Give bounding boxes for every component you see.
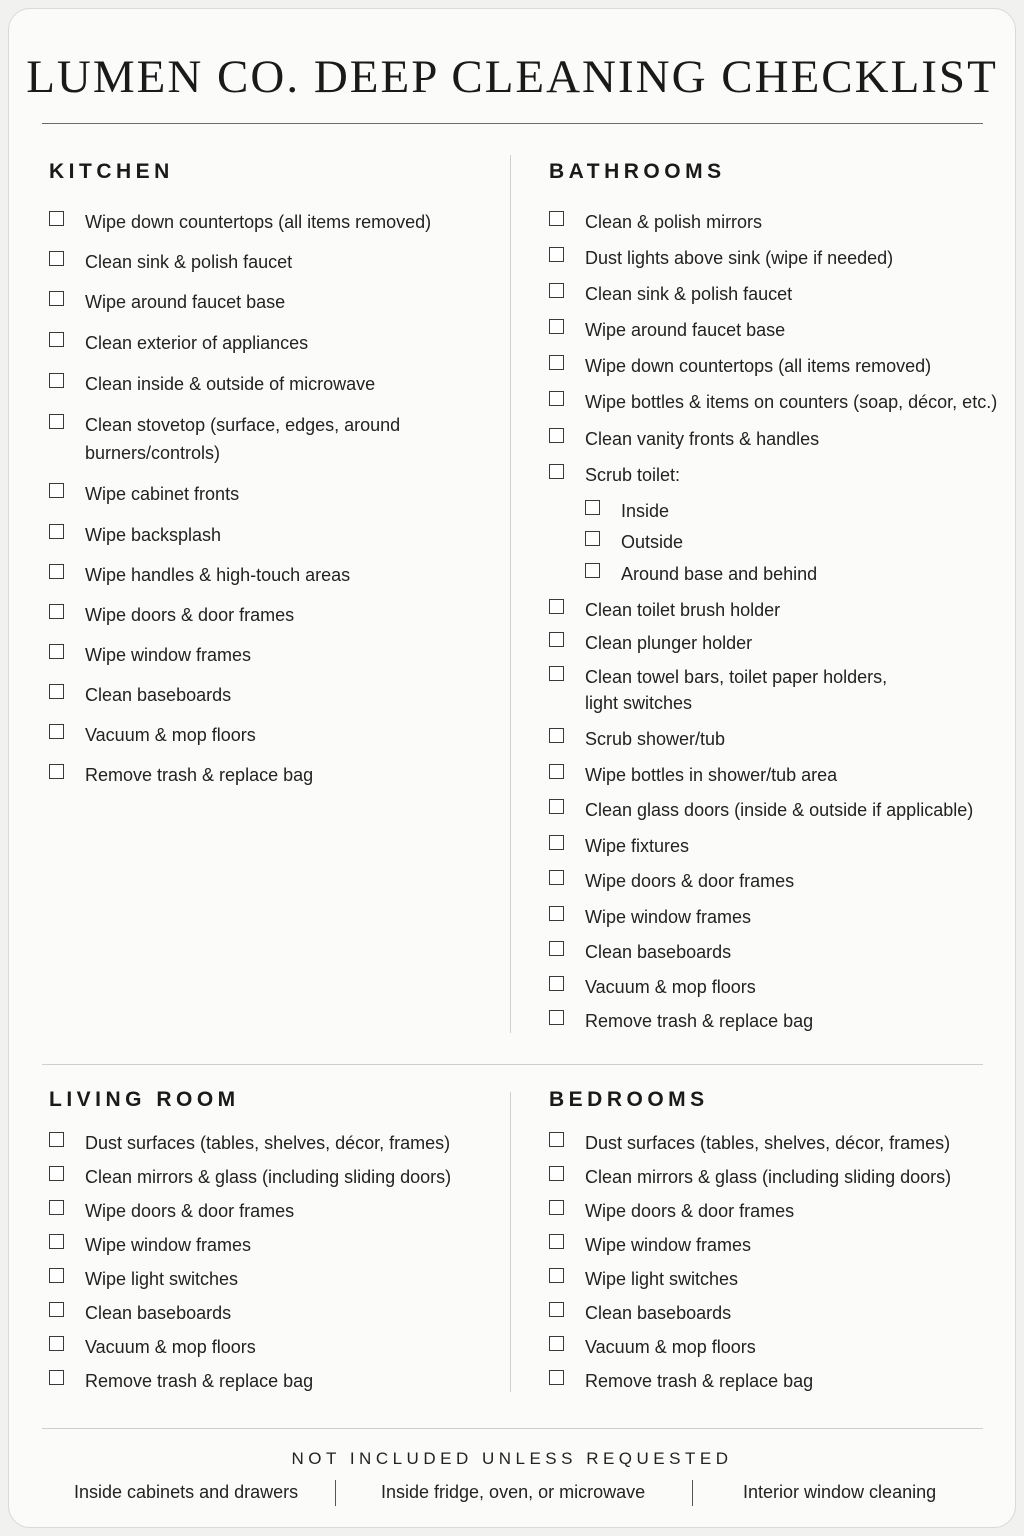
checkbox[interactable] [585, 531, 600, 546]
checkbox[interactable] [49, 1166, 64, 1181]
checkbox[interactable] [549, 728, 564, 743]
checkbox[interactable] [49, 1302, 64, 1317]
checkbox[interactable] [49, 1132, 64, 1147]
checkbox[interactable] [549, 1200, 564, 1215]
checkbox[interactable] [549, 1010, 564, 1025]
footer-separator [335, 1480, 336, 1506]
checkbox[interactable] [549, 599, 564, 614]
checkbox[interactable] [49, 524, 64, 539]
checkbox[interactable] [549, 1370, 564, 1385]
checkbox[interactable] [549, 319, 564, 334]
checkbox[interactable] [549, 1336, 564, 1351]
checkbox[interactable] [549, 1132, 564, 1147]
checkbox[interactable] [585, 563, 600, 578]
checkbox[interactable] [49, 211, 64, 226]
checkbox[interactable] [49, 291, 64, 306]
checkbox[interactable] [549, 870, 564, 885]
checkbox[interactable] [549, 464, 564, 479]
checkbox[interactable] [49, 644, 64, 659]
checkbox[interactable] [549, 391, 564, 406]
checkbox[interactable] [549, 835, 564, 850]
checkbox[interactable] [549, 941, 564, 956]
checkbox[interactable] [549, 632, 564, 647]
column-divider-top [510, 155, 511, 1033]
living-room-heading: LIVING ROOM [49, 1088, 240, 1111]
checkbox[interactable] [549, 1302, 564, 1317]
checkbox[interactable] [549, 799, 564, 814]
title-divider [42, 123, 983, 124]
checkbox[interactable] [49, 1336, 64, 1351]
bedrooms-heading: BEDROOMS [549, 1088, 709, 1111]
checkbox[interactable] [49, 684, 64, 699]
checkbox[interactable] [549, 355, 564, 370]
checkbox[interactable] [549, 764, 564, 779]
checkbox[interactable] [49, 483, 64, 498]
checkbox[interactable] [49, 1268, 64, 1283]
not-included-item: Interior window cleaning [743, 1482, 937, 1502]
checkbox[interactable] [49, 1370, 64, 1385]
checkbox[interactable] [585, 500, 600, 515]
checkbox[interactable] [549, 1234, 564, 1249]
checkbox[interactable] [549, 906, 564, 921]
checkbox[interactable] [49, 764, 64, 779]
not-included-heading: NOT INCLUDED UNLESS REQUESTED [291, 1449, 733, 1468]
column-divider-bottom [510, 1092, 511, 1392]
checkbox[interactable] [49, 1200, 64, 1215]
not-included-item: Inside cabinets and drawers [74, 1482, 299, 1502]
checkbox[interactable] [49, 604, 64, 619]
footer-divider [42, 1428, 983, 1429]
bathrooms-heading: BATHROOMS [549, 160, 726, 183]
not-included-item: Inside fridge, oven, or microwave [381, 1482, 646, 1502]
checkbox[interactable] [549, 666, 564, 681]
checkbox[interactable] [49, 332, 64, 347]
checkbox[interactable] [49, 373, 64, 388]
checkbox[interactable] [49, 1234, 64, 1249]
section-divider-middle [42, 1064, 983, 1065]
page-title: LUMEN CO. DEEP CLEANING CHECKLIST [26, 51, 998, 103]
checkbox[interactable] [549, 976, 564, 991]
checkbox[interactable] [549, 1268, 564, 1283]
checkbox[interactable] [49, 724, 64, 739]
checkbox[interactable] [549, 283, 564, 298]
checkbox[interactable] [49, 251, 64, 266]
footer-separator [692, 1480, 693, 1506]
checkbox[interactable] [549, 247, 564, 262]
checkbox[interactable] [549, 1166, 564, 1181]
kitchen-heading: KITCHEN [49, 160, 174, 183]
checkbox[interactable] [549, 428, 564, 443]
checkbox[interactable] [549, 211, 564, 226]
checkbox[interactable] [49, 564, 64, 579]
checkbox[interactable] [49, 414, 64, 429]
